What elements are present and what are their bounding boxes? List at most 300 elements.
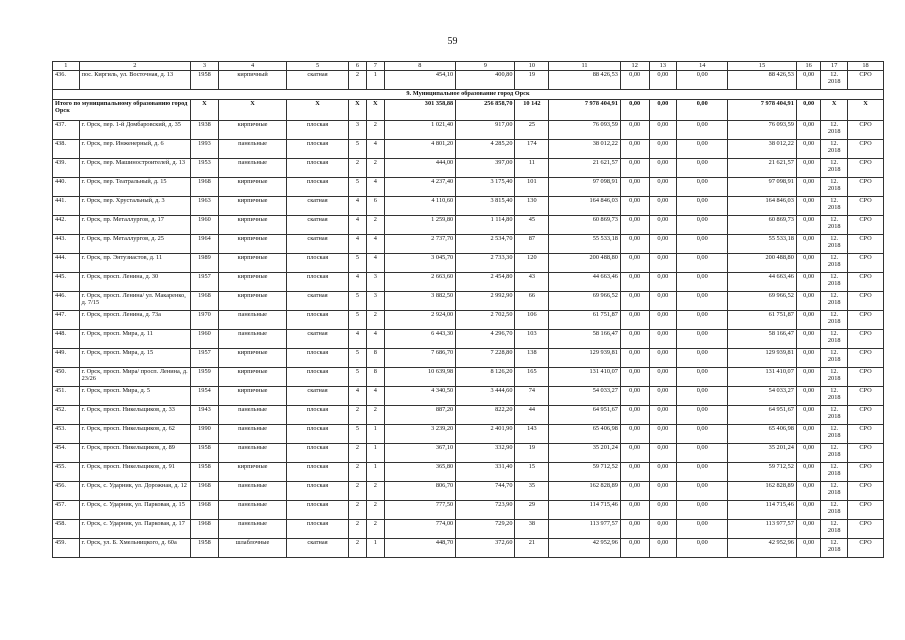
cell-year: 1958 [191,71,219,90]
cell-res: 66 [515,292,549,311]
cell-wall: панельные [218,311,287,330]
cell-wall: кирпичные [218,349,287,368]
cell-z1: 0,00 [620,273,649,292]
cell-roof: плоская [287,349,348,368]
cell-a2: 2 992,90 [456,292,515,311]
cell-z2: 0,00 [649,273,677,292]
total-c13: 0,00 [649,100,677,121]
cell-wall: шлаблочные [218,539,287,558]
cell-wall: кирпичные [218,216,287,235]
table-row [53,425,884,444]
cell-fl: 5 [348,311,366,330]
cell-n: 454. [53,444,80,463]
cell-res: 103 [515,330,549,349]
cell-year: 1960 [191,216,219,235]
cell-fl: 5 [348,368,366,387]
cell-wall: кирпичные [218,197,287,216]
cell-year: 1968 [191,520,219,539]
cell-z2: 0,00 [649,254,677,273]
cell-addr: г. Орск, пер. Театральный, д. 15 [79,178,191,197]
cell-my: 12. 2018 [821,501,848,520]
cell-z4: 0,00 [796,444,821,463]
cell-res: 45 [515,216,549,235]
cell-a2: 917,00 [456,121,515,140]
column-number-cell: 5 [287,62,348,71]
cell-roof: плоская [287,273,348,292]
cell-res: 143 [515,425,549,444]
cell-w: СРО [848,349,884,368]
cell-tot: 129 939,81 [728,349,797,368]
table-row [53,273,884,292]
cell-res: 101 [515,178,549,197]
cell-a1: 3 045,70 [384,254,456,273]
cell-z3: 0,00 [677,463,728,482]
cell-n: 445. [53,273,80,292]
cell-addr: г. Орск, просп. Ленина/ ул. Макаренко, д. 7/15 [79,292,191,311]
total-c11: 7 978 404,91 [549,100,621,121]
cell-addr: г. Орск, с. Ударник, ул. Дорожная, д. 12 [79,482,191,501]
cell-tot: 76 093,59 [728,121,797,140]
cell-res: 106 [515,311,549,330]
cell-z4: 0,00 [796,235,821,254]
cell-tot: 61 751,87 [728,311,797,330]
cell-roof: скатная [287,330,348,349]
cell-year: 1958 [191,539,219,558]
table-row [53,387,884,406]
cell-my: 12. 2018 [821,482,848,501]
cell-tot: 64 951,67 [728,406,797,425]
cell-z3: 0,00 [677,539,728,558]
cell-en: 1 [367,444,384,463]
cell-res: 11 [515,159,549,178]
cell-z3: 0,00 [677,349,728,368]
cell-z2: 0,00 [649,539,677,558]
cell-year: 1968 [191,501,219,520]
column-number-cell: 16 [796,62,821,71]
column-number-cell: 14 [677,62,728,71]
cell-a2: 4 285,20 [456,140,515,159]
total-c17: X [821,100,848,121]
cell-z2: 0,00 [649,216,677,235]
cell-n: 444. [53,254,80,273]
cell-year: 1958 [191,463,219,482]
cell-wall: кирпичные [218,292,287,311]
cell-sum: 69 966,52 [549,292,621,311]
total-c8: 301 358,88 [384,100,456,121]
cell-a2: 8 126,20 [456,368,515,387]
cell-my: 12. 2018 [821,387,848,406]
cell-year: 1953 [191,159,219,178]
cell-a1: 448,70 [384,539,456,558]
column-number-row [53,62,884,71]
cell-res: 174 [515,140,549,159]
cell-res: 19 [515,71,549,90]
cell-my: 12. 2018 [821,254,848,273]
table-row [53,254,884,273]
cell-z4: 0,00 [796,349,821,368]
cell-res: 19 [515,444,549,463]
cell-a1: 367,10 [384,444,456,463]
cell-a1: 6 443,30 [384,330,456,349]
cell-wall: панельные [218,501,287,520]
cell-z3: 0,00 [677,425,728,444]
cell-n: 439. [53,159,80,178]
cell-z3: 0,00 [677,330,728,349]
cell-en: 4 [367,330,384,349]
cell-en: 2 [367,121,384,140]
cell-a1: 1 021,40 [384,121,456,140]
cell-z4: 0,00 [796,178,821,197]
cell-sum: 38 012,22 [549,140,621,159]
cell-wall: панельные [218,520,287,539]
cell-res: 130 [515,197,549,216]
table-row [53,159,884,178]
cell-z3: 0,00 [677,311,728,330]
cell-n: 449. [53,349,80,368]
cell-fl: 4 [348,330,366,349]
cell-z1: 0,00 [620,520,649,539]
cell-fl: 2 [348,539,366,558]
section-title-row [53,90,884,100]
cell-tot: 54 033,27 [728,387,797,406]
cell-n: 446. [53,292,80,311]
cell-z2: 0,00 [649,425,677,444]
cell-addr: г. Орск, пер. Машиностроителей, д. 13 [79,159,191,178]
cell-a1: 7 686,70 [384,349,456,368]
cell-sum: 65 406,98 [549,425,621,444]
cell-z1: 0,00 [620,463,649,482]
cell-w: СРО [848,501,884,520]
cell-w: СРО [848,311,884,330]
total-c6: X [348,100,366,121]
cell-tot: 65 406,98 [728,425,797,444]
cell-year: 1957 [191,349,219,368]
cell-z4: 0,00 [796,330,821,349]
cell-roof: плоская [287,444,348,463]
cell-fl: 4 [348,273,366,292]
cell-z3: 0,00 [677,254,728,273]
cell-res: 15 [515,463,549,482]
cell-tot: 44 663,46 [728,273,797,292]
cell-sum: 60 869,73 [549,216,621,235]
cell-w: СРО [848,197,884,216]
cell-tot: 164 846,03 [728,197,797,216]
cell-a1: 365,80 [384,463,456,482]
table-row [53,140,884,159]
cell-a2: 397,00 [456,159,515,178]
cell-z3: 0,00 [677,387,728,406]
total-c4: X [218,100,287,121]
cell-sum: 200 488,80 [549,254,621,273]
cell-tot: 58 166,47 [728,330,797,349]
cell-n: 450. [53,368,80,387]
table-row [53,121,884,140]
total-c12: 0,00 [620,100,649,121]
cell-z1: 0,00 [620,121,649,140]
cell-year: 1993 [191,140,219,159]
cell-en: 4 [367,178,384,197]
cell-addr: г. Орск, просп. Мира, д. 11 [79,330,191,349]
cell-z4: 0,00 [796,197,821,216]
cell-a1: 3 239,20 [384,425,456,444]
cell-my: 12. 2018 [821,197,848,216]
cell-en: 3 [367,273,384,292]
cell-res: 138 [515,349,549,368]
cell-my: 12. 2018 [821,311,848,330]
cell-a2: 3 444,60 [456,387,515,406]
cell-a1: 1 259,80 [384,216,456,235]
cell-roof: плоская [287,501,348,520]
cell-wall: панельные [218,425,287,444]
cell-sum: 97 098,91 [549,178,621,197]
cell-w: СРО [848,539,884,558]
cell-roof: плоская [287,178,348,197]
total-c5: X [287,100,348,121]
cell-z3: 0,00 [677,159,728,178]
cell-addr: г. Орск, пр. Энтузиастов, д. 11 [79,254,191,273]
cell-z1: 0,00 [620,71,649,90]
section-title: 9. Муниципальное образование город Орск [53,90,884,100]
cell-roof: скатная [287,216,348,235]
cell-fl: 2 [348,159,366,178]
cell-z1: 0,00 [620,539,649,558]
column-number-cell: 3 [191,62,219,71]
cell-wall: кирпичные [218,235,287,254]
cell-z1: 0,00 [620,425,649,444]
column-number-cell: 10 [515,62,549,71]
column-number-cell: 15 [728,62,797,71]
cell-en: 2 [367,216,384,235]
cell-my: 12. 2018 [821,330,848,349]
cell-roof: плоская [287,121,348,140]
cell-res: 87 [515,235,549,254]
cell-year: 1957 [191,273,219,292]
cell-wall: панельные [218,444,287,463]
cell-fl: 2 [348,482,366,501]
cell-a1: 2 737,70 [384,235,456,254]
cell-wall: панельные [218,159,287,178]
cell-n: 451. [53,387,80,406]
cell-z4: 0,00 [796,273,821,292]
table-row [53,406,884,425]
cell-en: 4 [367,140,384,159]
cell-roof: плоская [287,368,348,387]
cell-z2: 0,00 [649,311,677,330]
cell-addr: г. Орск, просп. Мира, д. 15 [79,349,191,368]
cell-roof: скатная [287,71,348,90]
cell-n: 448. [53,330,80,349]
cell-n: 456. [53,482,80,501]
cell-a2: 331,40 [456,463,515,482]
cell-my: 12. 2018 [821,178,848,197]
cell-my: 12. 2018 [821,292,848,311]
cell-wall: панельные [218,140,287,159]
cell-roof: плоская [287,406,348,425]
cell-year: 1960 [191,330,219,349]
cell-n: 459. [53,539,80,558]
cell-roof: плоская [287,482,348,501]
cell-en: 1 [367,71,384,90]
cell-res: 165 [515,368,549,387]
cell-n: 440. [53,178,80,197]
cell-w: СРО [848,159,884,178]
cell-fl: 2 [348,501,366,520]
cell-wall: панельные [218,406,287,425]
cell-my: 12. 2018 [821,235,848,254]
cell-my: 12. 2018 [821,71,848,90]
cell-z3: 0,00 [677,235,728,254]
table-row [53,463,884,482]
cell-addr: г. Орск, просп. Мира/ просп. Ленина, д. 23/26 [79,368,191,387]
column-number-cell: 13 [649,62,677,71]
cell-w: СРО [848,444,884,463]
cell-roof: плоская [287,159,348,178]
cell-z4: 0,00 [796,387,821,406]
cell-a2: 822,20 [456,406,515,425]
cell-addr: г. Орск, с. Ударник, ул. Парковая, д. 15 [79,501,191,520]
cell-sum: 129 939,81 [549,349,621,368]
total-c3: X [191,100,219,121]
cell-z4: 0,00 [796,520,821,539]
cell-a2: 1 114,80 [456,216,515,235]
cell-en: 2 [367,520,384,539]
cell-z1: 0,00 [620,235,649,254]
cell-tot: 42 952,96 [728,539,797,558]
cell-n: 453. [53,425,80,444]
cell-my: 12. 2018 [821,159,848,178]
cell-z3: 0,00 [677,121,728,140]
cell-w: СРО [848,463,884,482]
cell-roof: плоская [287,140,348,159]
cell-en: 1 [367,539,384,558]
cell-en: 2 [367,159,384,178]
table-row [53,178,884,197]
cell-n: 447. [53,311,80,330]
cell-year: 1964 [191,235,219,254]
column-number-cell: 7 [367,62,384,71]
cell-z2: 0,00 [649,501,677,520]
cell-z3: 0,00 [677,197,728,216]
cell-en: 2 [367,311,384,330]
cell-z3: 0,00 [677,368,728,387]
cell-z2: 0,00 [649,330,677,349]
cell-sum: 61 751,87 [549,311,621,330]
cell-z1: 0,00 [620,216,649,235]
cell-sum: 42 952,96 [549,539,621,558]
table-row [53,235,884,254]
cell-z3: 0,00 [677,140,728,159]
cell-fl: 4 [348,235,366,254]
cell-z1: 0,00 [620,406,649,425]
table-row [53,330,884,349]
cell-addr: г. Орск, просп. Ленина, д. 73а [79,311,191,330]
cell-my: 12. 2018 [821,463,848,482]
cell-z3: 0,00 [677,71,728,90]
cell-addr: г. Орск, пер. Инженерный, д. 6 [79,140,191,159]
cell-year: 1954 [191,387,219,406]
cell-tot: 59 712,52 [728,463,797,482]
cell-fl: 2 [348,406,366,425]
cell-en: 8 [367,349,384,368]
cell-z3: 0,00 [677,501,728,520]
total-c18: X [848,100,884,121]
cell-res: 44 [515,406,549,425]
total-label: Итого по муниципальному образованию город Орск [53,100,191,121]
cell-fl: 2 [348,520,366,539]
total-c9: 256 858,70 [456,100,515,121]
cell-en: 4 [367,235,384,254]
cell-fl: 5 [348,254,366,273]
cell-en: 2 [367,406,384,425]
cell-sum: 113 977,57 [549,520,621,539]
cell-year: 1968 [191,292,219,311]
cell-z1: 0,00 [620,368,649,387]
cell-fl: 4 [348,197,366,216]
cell-roof: скатная [287,292,348,311]
cell-fl: 4 [348,216,366,235]
cell-z3: 0,00 [677,292,728,311]
cell-w: СРО [848,273,884,292]
cell-w: СРО [848,235,884,254]
cell-fl: 2 [348,463,366,482]
cell-sum: 55 533,18 [549,235,621,254]
cell-z2: 0,00 [649,159,677,178]
cell-z1: 0,00 [620,387,649,406]
cell-sum: 35 201,24 [549,444,621,463]
cell-sum: 162 828,89 [549,482,621,501]
cell-a1: 3 882,50 [384,292,456,311]
cell-tot: 35 201,24 [728,444,797,463]
cell-w: СРО [848,406,884,425]
cell-a2: 3 175,40 [456,178,515,197]
table-row [53,71,884,90]
cell-res: 25 [515,121,549,140]
cell-fl: 2 [348,71,366,90]
cell-fl: 4 [348,387,366,406]
cell-res: 35 [515,482,549,501]
cell-res: 29 [515,501,549,520]
cell-roof: плоская [287,425,348,444]
cell-a2: 744,70 [456,482,515,501]
cell-a2: 723,90 [456,501,515,520]
cell-sum: 44 663,46 [549,273,621,292]
cell-n: 452. [53,406,80,425]
table-row [53,368,884,387]
cell-z1: 0,00 [620,292,649,311]
cell-w: СРО [848,71,884,90]
cell-addr: г. Орск, просп. Никельщиков, д. 62 [79,425,191,444]
cell-sum: 131 410,07 [549,368,621,387]
cell-tot: 114 715,46 [728,501,797,520]
cell-roof: скатная [287,539,348,558]
cell-z2: 0,00 [649,178,677,197]
cell-wall: кирпичный [218,71,287,90]
cell-addr: г. Орск, пр. Металлургов, д. 25 [79,235,191,254]
cell-z4: 0,00 [796,140,821,159]
cell-wall: кирпичные [218,178,287,197]
cell-sum: 54 033,27 [549,387,621,406]
cell-a2: 729,20 [456,520,515,539]
cell-a1: 777,50 [384,501,456,520]
cell-addr: г. Орск, пр. Металлургов, д. 17 [79,216,191,235]
cell-z1: 0,00 [620,482,649,501]
cell-z4: 0,00 [796,292,821,311]
cell-a2: 332,90 [456,444,515,463]
cell-z1: 0,00 [620,159,649,178]
cell-wall: кирпичные [218,121,287,140]
table-row [53,349,884,368]
cell-n: 458. [53,520,80,539]
